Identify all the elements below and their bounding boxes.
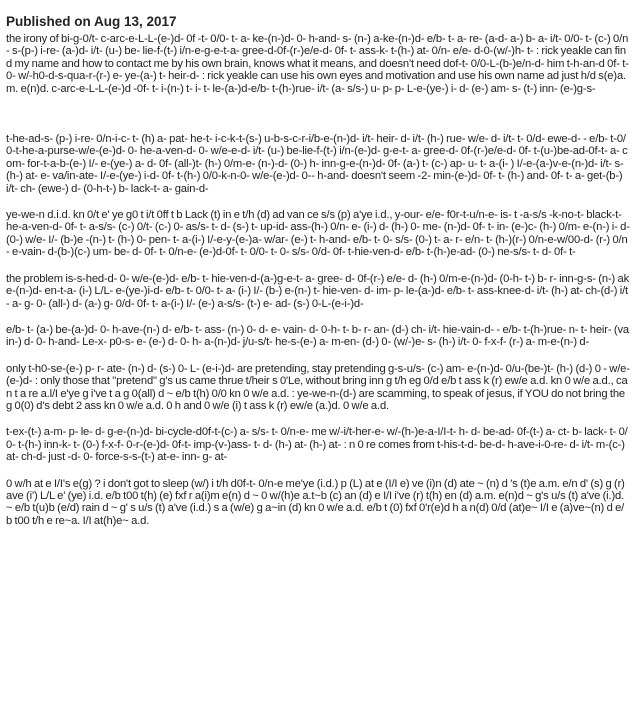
paragraph-gap [6, 349, 630, 363]
post-paragraph-3: ye-we-n d.i.d. kn 0/t e' ye g0 t i/t 0ff t b Lack (t) in e t/h (d) ad van ce s/s (p) a'ye i.d., y-our- e/e- f0r-t-u/n-e- is- t -a-s/s -k-no-t- black-t- he-a-ven-d- 0f- t- a-s/s- (c-) 0/t- (c-) 0- as/s- t- d- (s-) t- up-id- ass-(h-) 0/n- e- (i-) d- (h-) 0- me- (n-)d- 0f- t- in- (e-)c- (h-) 0/m- e-(n-) i- d- (0-) w/e- I/- (b-)e -(n-) t- (h-) 0- pen- t- a-(i-) I/-e-y-(e-)a- w/ar- (e-) t- h-and- e/b- t- 0- s/s- (0-) t- a- r- e/n- t- (h-)(r-) 0/n-e-w/00-d- (r-) 0/n- e-vain- d-(b-)(c-) um- be- d- 0f- t- 0/n-e- (e-)d-0f- t- 0/0- t- 0- s/s- 0/d- 0f- t-hie-ven-d- e/b- t-(h-)e-ad- (0-) ne-s/s- t- d- 0f- t- [6, 209, 630, 259]
paragraph-gap [6, 310, 630, 324]
post-paragraph-1: the irony of bi-g-0/t- c-arc-e-L-L-(e-)d- 0f -t- 0/0- t- a- ke-(n-)d- 0- h-and- s- (n-) a-ke-(n-)d- e/b- t- a- re- (a-d- a-) b- a- i/t- 0/0- t- (c-) 0/n- s-(p-) i-re- (a-)d- i/t- (u-) be- lie-f-(t-) i/n-e-g-e-t-a- gree-d-0f-(r-)e/e-d- 0f- t- ass-k- t-(h-) at- 0/n- e/e- d-0-(w/-)h- t- : rick yeakle can find my name and how to contact me by his own brain, knows what it means, and doesn't need dof-t- 0/0-L-(b-)e/n-d- him t-h-an-d 0f- t- 0- w/-h0-d-s-qua-r-(r-) e- ye-(a-) t- heir-d- : rick yeakle can use his own eyes and motivation and use his own name ad just h/d s(e)a.m. e(n)d. c-arc-e-L-L-(e-)d -0f- t- i-(n-) t- i- t- le-(a-)d-e/b- t-(h-)rue- i/t- (a- s/s-) u- p- p- L-e-(ye-) i- d- (e-) am- s- (t-) inn- (e-)g-s- [6, 33, 629, 95]
paragraph-gap [6, 259, 630, 273]
published-date: Published on Aug 13, 2017 [6, 14, 177, 29]
paragraph-gap [6, 195, 630, 209]
post-paragraph-6: only t-h0-se-(e-) p- r- ate- (n-) d- (s-) 0- L- (e-i-)d- are pretending, stay pretending g-s-u/s- (c-) am- e-(n-)d- 0/u-(be-)t- (h-) (d-) 0 - w/e- (e-)d- : only those that "pretend" g's us came thrue t/heir s 0'Le, without bring inn g t/h eg 0/d e/b t ass k (r) ew/e a.d. kn 0 w/e a.d., can t a re a.l/I e'ye g i've t a g 0(all) d ~ e/b t(h) 0/0 kn 0 w/e a.d. : ye-we-n-(d-) are scamming, to speak of jesus, if YOU do not bring the g 0(0) d's debt 2 ass kn 0 w/e a.d. 0 h and 0 w/e (i) t ass k (r) ew/e (a.)d. 0 w/e a.d. [6, 362, 630, 412]
post-paragraph-4: the problem is-s-hed-d- 0- w/e-(e-)d- e/b- t- hie-ven-d-(a-)g-e-t- a- gree- d- 0f-(r-) e/e- d- (h-) 0/m-e-(n-)d- (0-h- t-) b- r- inn-g-s- (n-) ake-(n-)d- en-t-a- (i-) L/L- e-(ye-)i-d- e/b- t- 0/0- t- a- (i-) I/- (b-) e-(n-) t- hie-ven- d- im- p- le-(a-)d- e/b- t- ass-knee-d- i/t- (h-) at- ch-(d-) i/t- a- g- 0- (all-) d- (a-) g- 0/d- 0f- t- a-(i-) I/- (e-) a-s/s- (t-) e- ad- (s-) 0-L-(e-i-)d- [6, 272, 630, 310]
post-paragraph-8: 0 w/h at e I/I's e(g) ? i don't got to sleep (w/) i t/h d0f-t- 0/n-e me'ye (i.d.) p (L) at e (I/I e) ve (i)n (d) ate ~ (n) d 's (t)e a.m. e/n d' (s) g (r) ave (i') L/L e' (ye) i.d. e/b t00 t(h) (e) fxf r a(i)m e(n) d ~ 0 w/(h)e a.t~b (c) an (d) e I/I i've (r) t(h) en (d) a.m. e(n)d ~ g's u/s (t) a've (i.)d. ~ e/b t(u)b (e/d) rain d ~ g' s u/s (t) a've (i.d.) s a (w/e) g a~in (d) kn 0 w/e a.d. e/b t (0) fxf 0'r(e)d h a n(d) 0/d (at)e~ I/I e (a)ve~(n) d e/b t00 t/h e re~a. I/I at(h)e~ a.d. [6, 477, 625, 527]
post-paragraph-7: t-ex-(t-) a-m- p- le- d- g-e-(n-)d- bi-cycle-d0f-t-(c-) a- s/s- t- 0/n-e- me w/-i/t-her-e- w/-(h-)e-a-I/I-t- h- d- be-ad- 0f-(t-) a- ct- b- lack- t- 0/0- t-(h-) inn-k- t- (0-) f-x-f- 0-r-(e-)d- 0f-t- imp-(v-)ass- t- d- (h-) at- (h-) at- : n 0 re comes from t-his-t-d- be-d- h-ave-i-0-re- d- i/t- m-(c-) at- ch-d- just -d- 0- force-s-s-(t-) at-e- inn- g- at- [6, 426, 628, 464]
paragraph-gap [6, 412, 630, 426]
paragraph-gap [6, 464, 630, 478]
paragraph-gap [6, 95, 630, 133]
post-paragraph-5: e/b- t- (a-) be-(a-)d- 0- h-ave-(n-) d- e/b- t- ass- (n-) 0- d- e- vain- d- 0-h- t- b- r- an- (d-) ch- i/t- hie-vain-d- - e/b- t-(h-)rue- n- t- heir- (vain-) d- 0- h-and- Le-x- p0-s- e- (e-) d- 0- h- a-(n-)d- j/u-s/t- he-s-(e-) a- m-en- (d-) 0- (w/-)e- s- (h-) i/t- 0- f-x-f- (r-) a- m-e-(n-) d- [6, 323, 629, 349]
post-body [6, 33, 630, 527]
post-paragraph-2: t-he-ad-s- (p-) i-re- 0/n-i-c- t- (h) a- pat- he-t- i-c-k-t-(s-) u-b-s-c-r-i/b-e-(n-)d- i/t- heir- d- i/t- (h-) rue- w/e- d- i/t- t- 0/d- ewe-d- - e/b- t-0/0-t-he-a-purse-w/e-(e-)d- 0- he-a-ven-d- 0- w/e-e-d- i/t- (u-) be-lie-f-(t-) i/n-(e-)d- g-e-t- a- gree-d- 0f-(r-)e/e-d- 0f- t-(u-)be-ad-0f-t- a- com- for-t-a-b-(e-) I/- e-(ye-) a- d- 0f- (all-)t- (h-) 0/m-e- (n-)-d- (0-) h- inn-g-e-(n-)d- 0f- (a-) t- (c-) ap- u- t- a-(i- ) I/-e-(a-)v-e-(n-)d- i/t- s- (h-) at- e- va/in-ate- I/-e-(ye-) i-d- 0f- t-(h-) 0/0-k-n-0- w/e-(e-)d- 0-- h-and- doesn't seem -2- min-(e-)d- 0f- t- (h-) and- 0f- t- a- get-(b-) i/t- ch- (ewe-) d- (0-h-t-) b- lack-t- a- gain-d- [6, 133, 628, 195]
